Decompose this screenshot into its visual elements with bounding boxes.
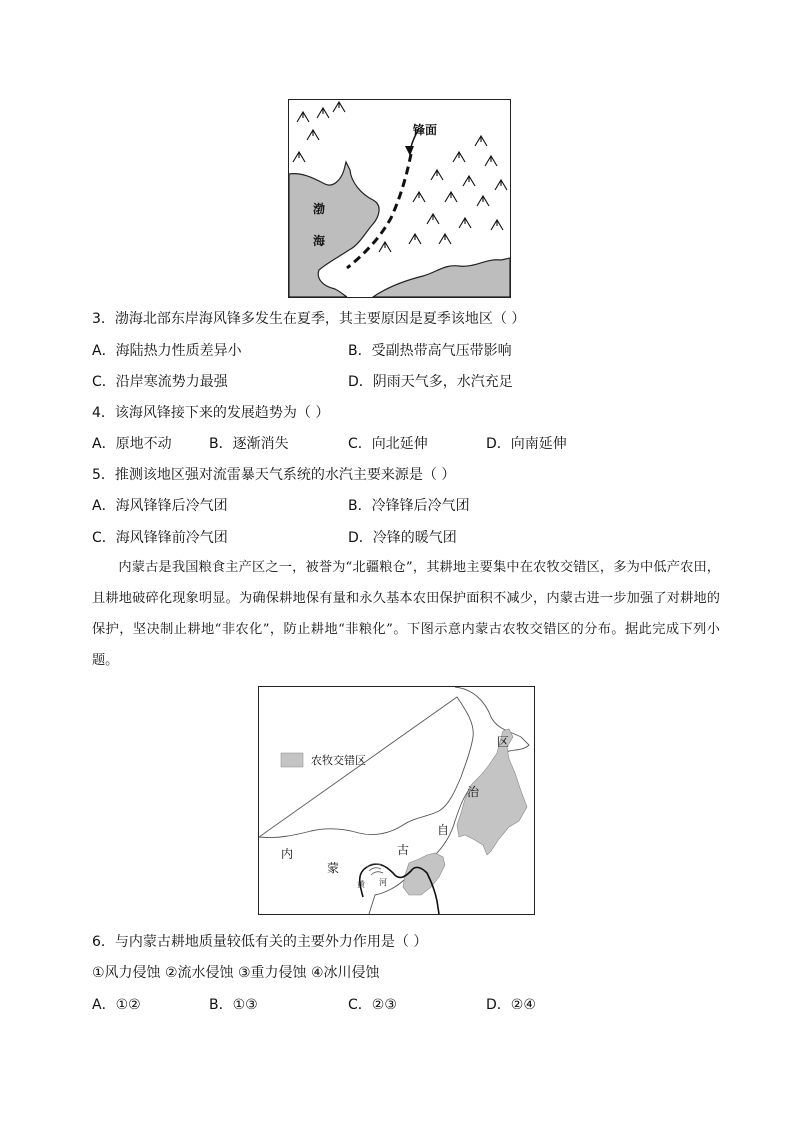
front-arrowhead (405, 146, 414, 156)
question-6-items: ①风力侵蚀 ②流水侵蚀 ③重力侵蚀 ④冰川侵蚀 (92, 965, 380, 981)
agro-pastoral-zone-sw (403, 853, 445, 895)
question-5-option-a[interactable]: A．海风锋锋后冷气团 (92, 498, 228, 514)
legend-swatch (281, 753, 303, 767)
question-6-option-d[interactable]: D．②④ (486, 997, 536, 1013)
bohai-label-2: 海 (313, 234, 326, 248)
map-label-gu: 古 (397, 843, 410, 857)
question-5-option-d[interactable]: D．冷锋的暖气团 (348, 530, 457, 546)
legend-label: 农牧交错区 (311, 754, 366, 767)
question-4-stem: 4．该海风锋接下来的发展趋势为（ ） (92, 405, 330, 421)
southern-coast-land (373, 258, 510, 297)
inner-mongolia-map-graphic (259, 687, 534, 914)
question-5-option-b[interactable]: B．冷锋锋后冷气团 (348, 498, 470, 514)
inner-mongolia-map (258, 686, 535, 915)
question-6-option-b[interactable]: B．①③ (209, 997, 258, 1013)
map-label-zi: 自 (437, 823, 450, 837)
question-4-option-b[interactable]: B．逐渐消失 (209, 436, 289, 452)
question-5-stem: 5．推测该地区强对流雷暴天气系统的水汽主要来源是（ ） (92, 467, 456, 483)
question-5-option-c[interactable]: C．海风锋锋前冷气团 (92, 530, 228, 546)
question-6-option-c[interactable]: C．②③ (348, 997, 397, 1013)
question-3-option-b[interactable]: B．受副热带高气压带影响 (348, 343, 512, 359)
question-3-option-c[interactable]: C．沿岸寒流势力最强 (92, 374, 228, 390)
question-4-option-d[interactable]: D．向南延伸 (486, 436, 567, 452)
question-3-stem: 3．渤海北部东岸海风锋多发生在夏季，其主要原因是夏季该地区（ ） (92, 311, 526, 327)
map-label-meng: 蒙 (327, 861, 340, 875)
map-label-nei: 内 (281, 847, 294, 861)
sea-breeze-map-graphic (289, 100, 510, 297)
question-3-option-d[interactable]: D．阴雨天气多，水汽充足 (348, 374, 513, 390)
inner-mongolia-passage: 内蒙古是我国粮食主产区之一，被誉为“北疆粮仓”，其耕地主要集中在农牧交错区，多为中低产农田，且耕地破碎化现象明显。为确保耕地保有量和永久基本农田保护面积不减少，内蒙古进一步加强了对耕地的保护，坚决制止耕地“非农化”，防止耕地“非粮化”。下图示意内蒙古农牧交错区的分布。据此完成下列小题。 (92, 560, 720, 668)
sea-breeze-front-map (288, 99, 511, 298)
front-label: 锋面 (413, 123, 438, 137)
map-label-he: 河 (379, 878, 387, 887)
bohai-sea-area (289, 162, 379, 297)
map-label-huang: 黄 (357, 880, 365, 889)
map-label-qu: 区 (497, 735, 510, 749)
question-4-option-a[interactable]: A．原地不动 (92, 436, 172, 452)
question-6-stem: 6．与内蒙古耕地质量较低有关的主要外力作用是（ ） (92, 934, 428, 950)
map-label-zhi: 治 (467, 785, 480, 799)
question-6-option-a[interactable]: A．①② (92, 997, 141, 1013)
question-4-option-c[interactable]: C．向北延伸 (348, 436, 428, 452)
bohai-label-1: 渤 (313, 202, 326, 216)
question-3-option-a[interactable]: A．海陆热力性质差异小 (92, 343, 242, 359)
